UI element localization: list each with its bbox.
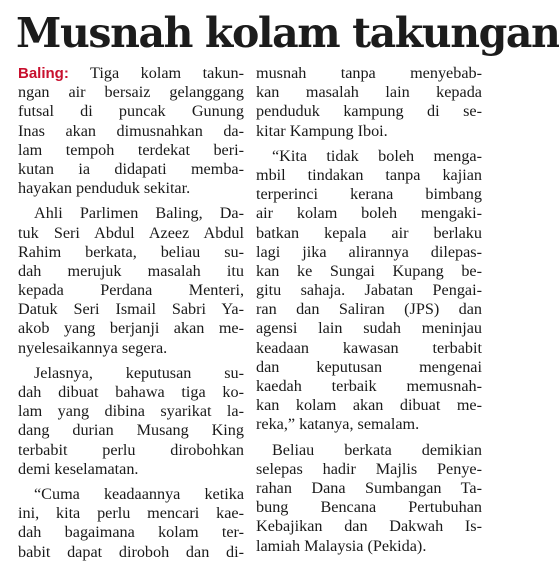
text-line: lam yang dibina syarikat la- <box>18 402 244 421</box>
text-line: ngan air bersaiz gelanggang <box>18 83 244 102</box>
text-line: Rahim berkata, beliau su- <box>18 242 244 261</box>
text-line: lamiah Malaysia (Pekida). <box>256 536 427 555</box>
text-line: musnah tanpa menyebab- <box>256 64 482 82</box>
text-line: Datuk Seri Ismail Sabri Ya- <box>18 300 244 319</box>
text-line: terbabit perlu dirobohkan <box>18 440 244 459</box>
text-line: babit dapat diroboh dan di- <box>18 542 244 561</box>
text-line: agensi lain sudah meninjau <box>256 319 482 338</box>
text-line: kaedah terbaik memusnah- <box>256 377 482 395</box>
article-column-left <box>18 64 244 562</box>
text-line: Ahli Parlimen Baling, Da- <box>34 204 244 223</box>
text-line: kepada Perdana Menteri, <box>18 281 244 300</box>
text-line: kutan ia didapati memba- <box>18 159 244 178</box>
text-line: bung Bencana Pertubuhan <box>256 498 482 517</box>
text-line: lagi jika alirannya dilepas- <box>256 242 482 261</box>
text-line: kan masalah lain kepada <box>256 83 482 102</box>
text-line: Inas akan dimusnahkan da- <box>18 121 244 140</box>
text-line: air kolam boleh mengaki- <box>256 204 482 223</box>
text-line: batkan kepala air berlaku <box>256 223 482 242</box>
text-line: Kebajikan dan Dakwah Is- <box>256 517 482 536</box>
text-line: dah merujuk masalah itu <box>18 261 244 280</box>
text-line: keadaan kawasan terbabit <box>256 338 482 357</box>
text-line: dah bagaimana kolam ter- <box>18 523 244 542</box>
text-line: kan kolam akan dibuat me- <box>256 396 482 415</box>
text-line: kitar Kampung Iboi. <box>256 121 388 140</box>
text-line: ran dan Saliran (JPS) dan <box>256 300 482 319</box>
text-line: akob yang berjanji akan me- <box>18 319 244 338</box>
text-line: selepas hadir Majlis Penye- <box>256 459 482 478</box>
text-line: tuk Seri Abdul Azeez Abdul <box>18 223 244 242</box>
article-column-right <box>256 64 482 556</box>
text-line: “Cuma keadaannya ketika <box>34 484 244 503</box>
text-line: rahan Dana Sumbangan Ta- <box>256 478 482 497</box>
text-line: mbil tindakan tanpa kajian <box>256 165 482 184</box>
text-line: nyelesaikannya segera. <box>18 338 168 357</box>
text-line: penduduk kampung di se- <box>256 102 482 121</box>
text-line: demi keselamatan. <box>18 459 139 478</box>
text-line: Jelasnya, keputusan su- <box>34 363 244 382</box>
text-line: reka,” katanya, semalam. <box>256 415 420 434</box>
article-headline: Musnah kolam takungan <box>16 9 559 57</box>
text-line: terperinci kerana bimbang <box>256 185 482 204</box>
text-line: gitu sahaja. Jabatan Pengai- <box>256 281 482 300</box>
text-line: ini, kita perlu mencari kae- <box>18 504 244 523</box>
text-line: dang durian Musang King <box>18 421 244 440</box>
dateline: Baling: <box>18 65 69 82</box>
text-line: futsal di puncak Gunung <box>18 102 244 121</box>
text-line: dah dibuat bahawa tiga ko- <box>18 383 244 401</box>
text-line: “Kita tidak boleh menga- <box>272 146 482 165</box>
text-line: hayakan penduduk sekitar. <box>18 179 191 198</box>
text-line: Beliau berkata demikian <box>272 440 482 459</box>
text-line <box>18 64 244 83</box>
text-line-content: Tiga kolam takun- <box>68 64 244 82</box>
text-line: dan keputusan mengenai <box>256 357 482 376</box>
text-line: kan ke Sungai Kupang be- <box>256 261 482 280</box>
text-line: lam tempoh terdekat beri- <box>18 140 244 159</box>
